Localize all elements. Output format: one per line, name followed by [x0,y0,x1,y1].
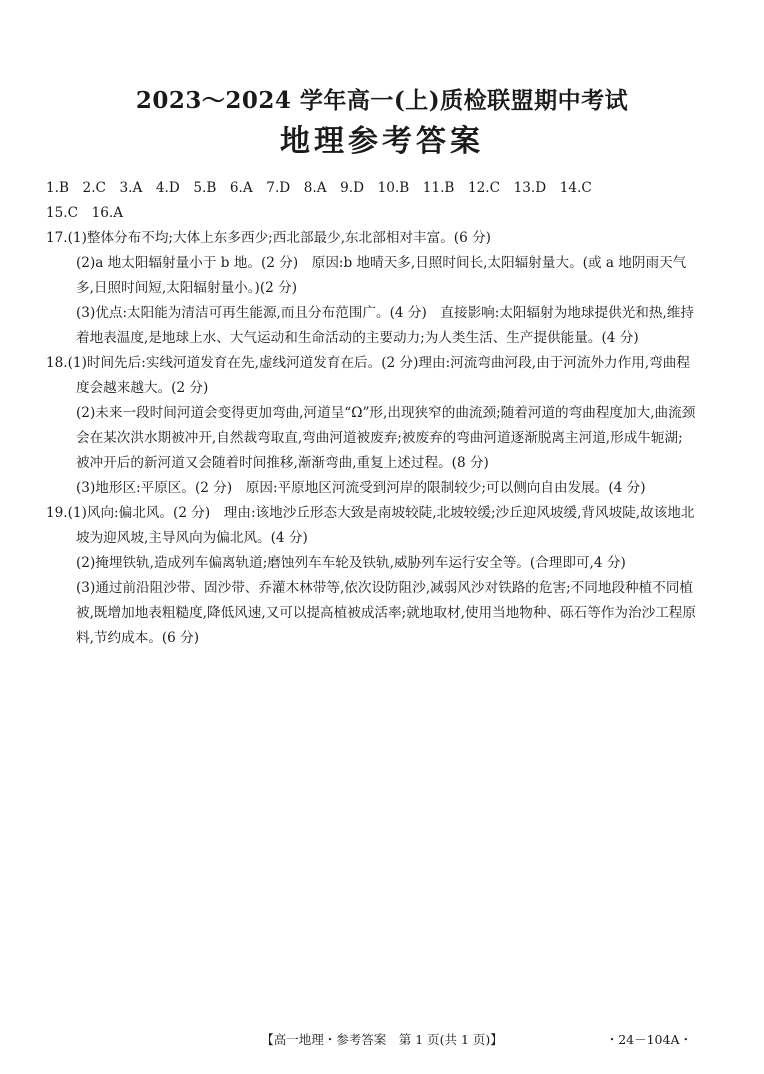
q17-part-2: (2)a 地太阳辐射量小于 b 地。(2 分) 原因:b 地晴天多,日照时间长,太阳辐射量大。(或 a 地阴雨天气多,日照时间短,太阳辐射量小。)(2 分) [76,255,687,296]
q18-part-1: 18.(1)时间先后:实线河道发育在先,虚线河道发育在后。(2 分)理由:河流弯曲河段,由于河流外力作用,弯曲程度会越来越大。(2 分) [46,355,690,396]
page-title: 地理参考答案 [280,124,484,159]
answer-content [46,176,696,651]
choice-answers-line-2: 15.C 16.A [46,205,124,221]
page-footer: 【高一地理・参考答案 第 1 页(共 1 页)】 [261,1032,503,1047]
choice-answers-line-1: 1.B 2.C 3.A 4.D 5.B 6.A 7.D 8.A 9.D 10.B 11.B 12.C 13.D 14.C [46,180,592,196]
q18-part-2: (2)未来一段时间河道会变得更加弯曲,河道呈“Ω”形,出现狭窄的曲流颈;随着河道的弯曲程度加大,曲流颈会在某次洪水期被冲开,自然裁弯取直,弯曲河道被废弃;被废弃的弯曲河道逐渐脱离主河道,形成牛轭湖;被冲开后的新河道又会随着时间推移,渐渐弯曲,重复上述过程。(8 分) [76,405,696,471]
exam-title: 2023～2024 学年高一(上)质检联盟期中考试 [135,87,629,114]
q18-part-3: (3)地形区:平原区。(2 分) 原因:平原地区河流受到河岸的限制较少;可以侧向自由发展。(4 分) [76,480,646,496]
question-19 [46,501,696,651]
multiple-choice-answers [46,176,696,226]
question-18 [46,351,696,501]
q19-part-2: (2)掩埋铁轨,造成列车偏离轨道;磨蚀列车车轮及铁轨,威胁列车运行安全等。(合理即可,4 分) [76,555,626,571]
paper-code: ・24－104A・ [605,1032,692,1047]
question-17 [46,226,696,351]
q19-part-3: (3)通过前沿阻沙带、固沙带、乔灌木林带等,依次设防阻沙,减弱风沙对铁路的危害;不同地段种植不同植被,既增加地表粗糙度,降低风速,又可以提高植被成活率;就地取材,使用当地物种、砾石等作为治沙工程原料,节约成本。(6 分) [76,580,696,646]
q17-part-3: (3)优点:太阳能为清洁可再生能源,而且分布范围广。(4 分) 直接影响:太阳辐射为地球提供光和热,维持着地表温度,是地球上水、大气运动和生命活动的主要动力;为人类生活、生产提供能量。(4 分) [76,305,694,346]
q19-part-1: 19.(1)风向:偏北风。(2 分) 理由:该地沙丘形态大致是南坡较陡,北坡较缓;沙丘迎风坡缓,背风坡陡,故该地北坡为迎风坡,主导风向为偏北风。(4 分) [46,505,695,546]
q17-part-1: 17.(1)整体分布不均;大体上东多西少;西北部最少,东北部相对丰富。(6 分) [46,230,491,246]
